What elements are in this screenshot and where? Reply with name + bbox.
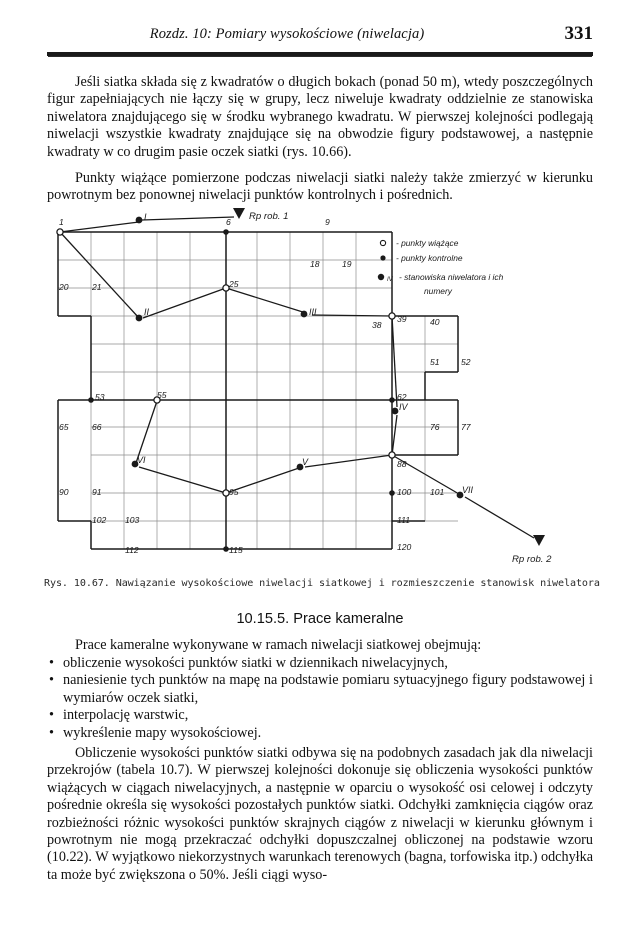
page-number: 331: [564, 23, 593, 44]
legend-open-circle-icon: [380, 240, 385, 245]
grid-label-77: 77: [461, 422, 471, 432]
grid-label-100: 100: [397, 487, 412, 497]
station-label-VII: VII: [462, 485, 474, 495]
grid-label-120: 120: [397, 542, 412, 552]
grid-label-91: 91: [92, 487, 102, 497]
grid-label-55: 55: [157, 390, 167, 400]
grid-label-65: 65: [59, 422, 69, 432]
figure-legend: [378, 238, 504, 296]
station-dot-II: [136, 315, 143, 322]
bullet-dot-icon: •: [49, 707, 54, 724]
bullet-text: naniesienie tych punktów na mapę na podstawie pomiaru sytuacyjnego figury podstawowej i wymiarów oczek siatki,: [63, 672, 593, 706]
station-label-VI: VI: [137, 455, 146, 465]
station-dot-I: [136, 217, 143, 224]
bullet-dot-icon: •: [49, 672, 54, 689]
grid-label-39: 39: [397, 314, 407, 324]
station-label-II: II: [144, 307, 150, 317]
legend-station-icon: [378, 274, 384, 280]
header-rule: [47, 52, 593, 56]
bullet-text: interpolację warstwic,: [63, 707, 189, 724]
grid-label-21: 21: [92, 282, 102, 292]
legend-label-1: - punkty kontrolne: [396, 253, 463, 263]
benchmark-rp2-icon: [533, 535, 545, 546]
legend-filled-circle-icon: [380, 255, 385, 260]
grid-label-38: 38: [372, 320, 382, 330]
paragraph-block-bottom: [47, 745, 593, 884]
grid-label-19: 19: [342, 259, 352, 269]
paragraph-block-top2: [47, 170, 593, 205]
grid-label-115: 115: [229, 545, 243, 555]
paragraph-block-top: [47, 74, 593, 161]
kameralne-bullet-list: [47, 655, 593, 742]
grid-label-88: 88: [397, 459, 407, 469]
bullet-item: [47, 672, 593, 707]
station-label-III: III: [309, 307, 317, 317]
paragraph-2: Punkty wiążące pomierzone podczas niwelacji siatki należy także zmierzyć w kierunku powrotnym bez ponownej niwelacji punktów kontrolnych i pośrednich.: [47, 170, 593, 204]
legend-station-numeral: IV: [387, 277, 393, 283]
grid-number-labels: [58, 217, 472, 555]
grid-label-1: 1: [59, 217, 64, 227]
figure-outline: [58, 232, 458, 549]
bullet-text: obliczenie wysokości punktów siatki w dziennikach niwelacyjnych,: [63, 655, 448, 671]
grid-label-51: 51: [430, 357, 440, 367]
control-point-markers: [88, 229, 395, 552]
station-label-I: I: [144, 212, 147, 222]
grid-label-103: 103: [125, 515, 140, 525]
legend-label-2-cont: numery: [424, 286, 452, 296]
bullet-dot-icon: •: [49, 724, 54, 741]
grid-label-18: 18: [310, 259, 320, 269]
running-head-title: Rozdz. 10: Pomiary wysokościowe (niwelacja): [149, 26, 425, 42]
legend-label-0: - punkty wiążące: [396, 238, 459, 248]
station-label-IV: IV: [399, 402, 408, 412]
station-dot-III: [301, 311, 308, 318]
station-label-V: V: [302, 457, 309, 467]
benchmark-rp2-label: Rp rob. 2: [512, 554, 552, 565]
benchmark-rp1-label: Rp rob. 1: [249, 211, 289, 222]
grid-label-40: 40: [430, 317, 440, 327]
benchmark-markers: [233, 208, 545, 546]
grid-label-111: 111: [397, 515, 411, 525]
bullet-text: wykreślenie mapy wysokościowej.: [63, 724, 262, 741]
bullet-item: [47, 707, 593, 724]
grid-label-25: 25: [229, 279, 239, 289]
bullet-dot-icon: •: [49, 655, 54, 671]
figure-10-67: [47, 205, 593, 605]
grid-label-66: 66: [92, 422, 102, 432]
grid-label-62: 62: [397, 392, 407, 402]
bullet-item: [47, 725, 593, 742]
grid-label-90: 90: [59, 487, 69, 497]
grid-label-95: 95: [229, 487, 239, 497]
grid-label-112: 112: [125, 545, 139, 555]
grid-leveling-diagram: [47, 205, 593, 605]
interior-lines: [91, 232, 392, 549]
grid-label-76: 76: [430, 422, 440, 432]
section-heading: 10.15.5. Prace kameralne: [236, 611, 404, 627]
grid-label-20: 20: [59, 282, 69, 292]
benchmark-rp1-icon: [233, 208, 245, 219]
grid-label-6: 6: [226, 217, 231, 227]
grid-label-102: 102: [92, 515, 107, 525]
legend-label-2: - stanowiska niwelatora i ich: [399, 272, 504, 282]
grid-lines-minor: [58, 232, 458, 549]
grid-label-52: 52: [461, 357, 471, 367]
paragraph-3: Obliczenie wysokości punktów siatki odbywa się na podobnych zasadach jak dla niwelacji przekrojów (tabela 10.7). W pierwszej kolejności dokonuje się obliczenia wysokości punktów wiążących w ciągach niwelacyjnych, a następnie w oparciu o wysokość osi celowej i odczyty pośrednie określa się wysokości pozostałych punktów siatki. Odchyłki zamknięcia ciągów oraz rozbieżności różnic wysokości punktów skrajnych ciągów z niwelacji w kierunku głównym i powrotnym nie mogą przekraczać odchyłki dopuszczalnej obliczonej na podstawie wzoru (10.22). W wyjątkowo niekorzystnych warunkach terenowych (bagna, torfowiska itp.) odchyłka ta może być zwiększona o 50%. Jeśli ciągi wyso-: [47, 745, 593, 883]
station-dot-IV: [392, 408, 399, 415]
section-lead: Prace kameralne wykonywane w ramach niwelacji siatkowej obejmują:: [75, 637, 482, 653]
grid-label-101: 101: [430, 487, 445, 497]
grid-label-9: 9: [325, 217, 330, 227]
running-head: [47, 23, 593, 52]
paragraph-1: Jeśli siatka składa się z kwadratów o długich bokach (ponad 50 m), wtedy poszczególnych figur zapełniających nie łączy się w grupy, lecz niweluje kwadraty oddzielnie ze stanowiska niwelatora znajdującego się w środku wybranego kwadratu. W pierwszej kolejności podlegają niwelacji wszystkie kwadraty znajdujące się na obwodzie figury podstawowej, a następnie kwadraty w co drugim pasie oczek siatki (rys. 10.66).: [47, 74, 593, 160]
bullet-item: [47, 655, 593, 672]
figure-caption: Rys. 10.67. Nawiązanie wysokościowe niwelacji siatkowej i rozmieszczenie stanowisk niwelatora: [44, 578, 600, 589]
grid-label-53: 53: [95, 392, 105, 402]
